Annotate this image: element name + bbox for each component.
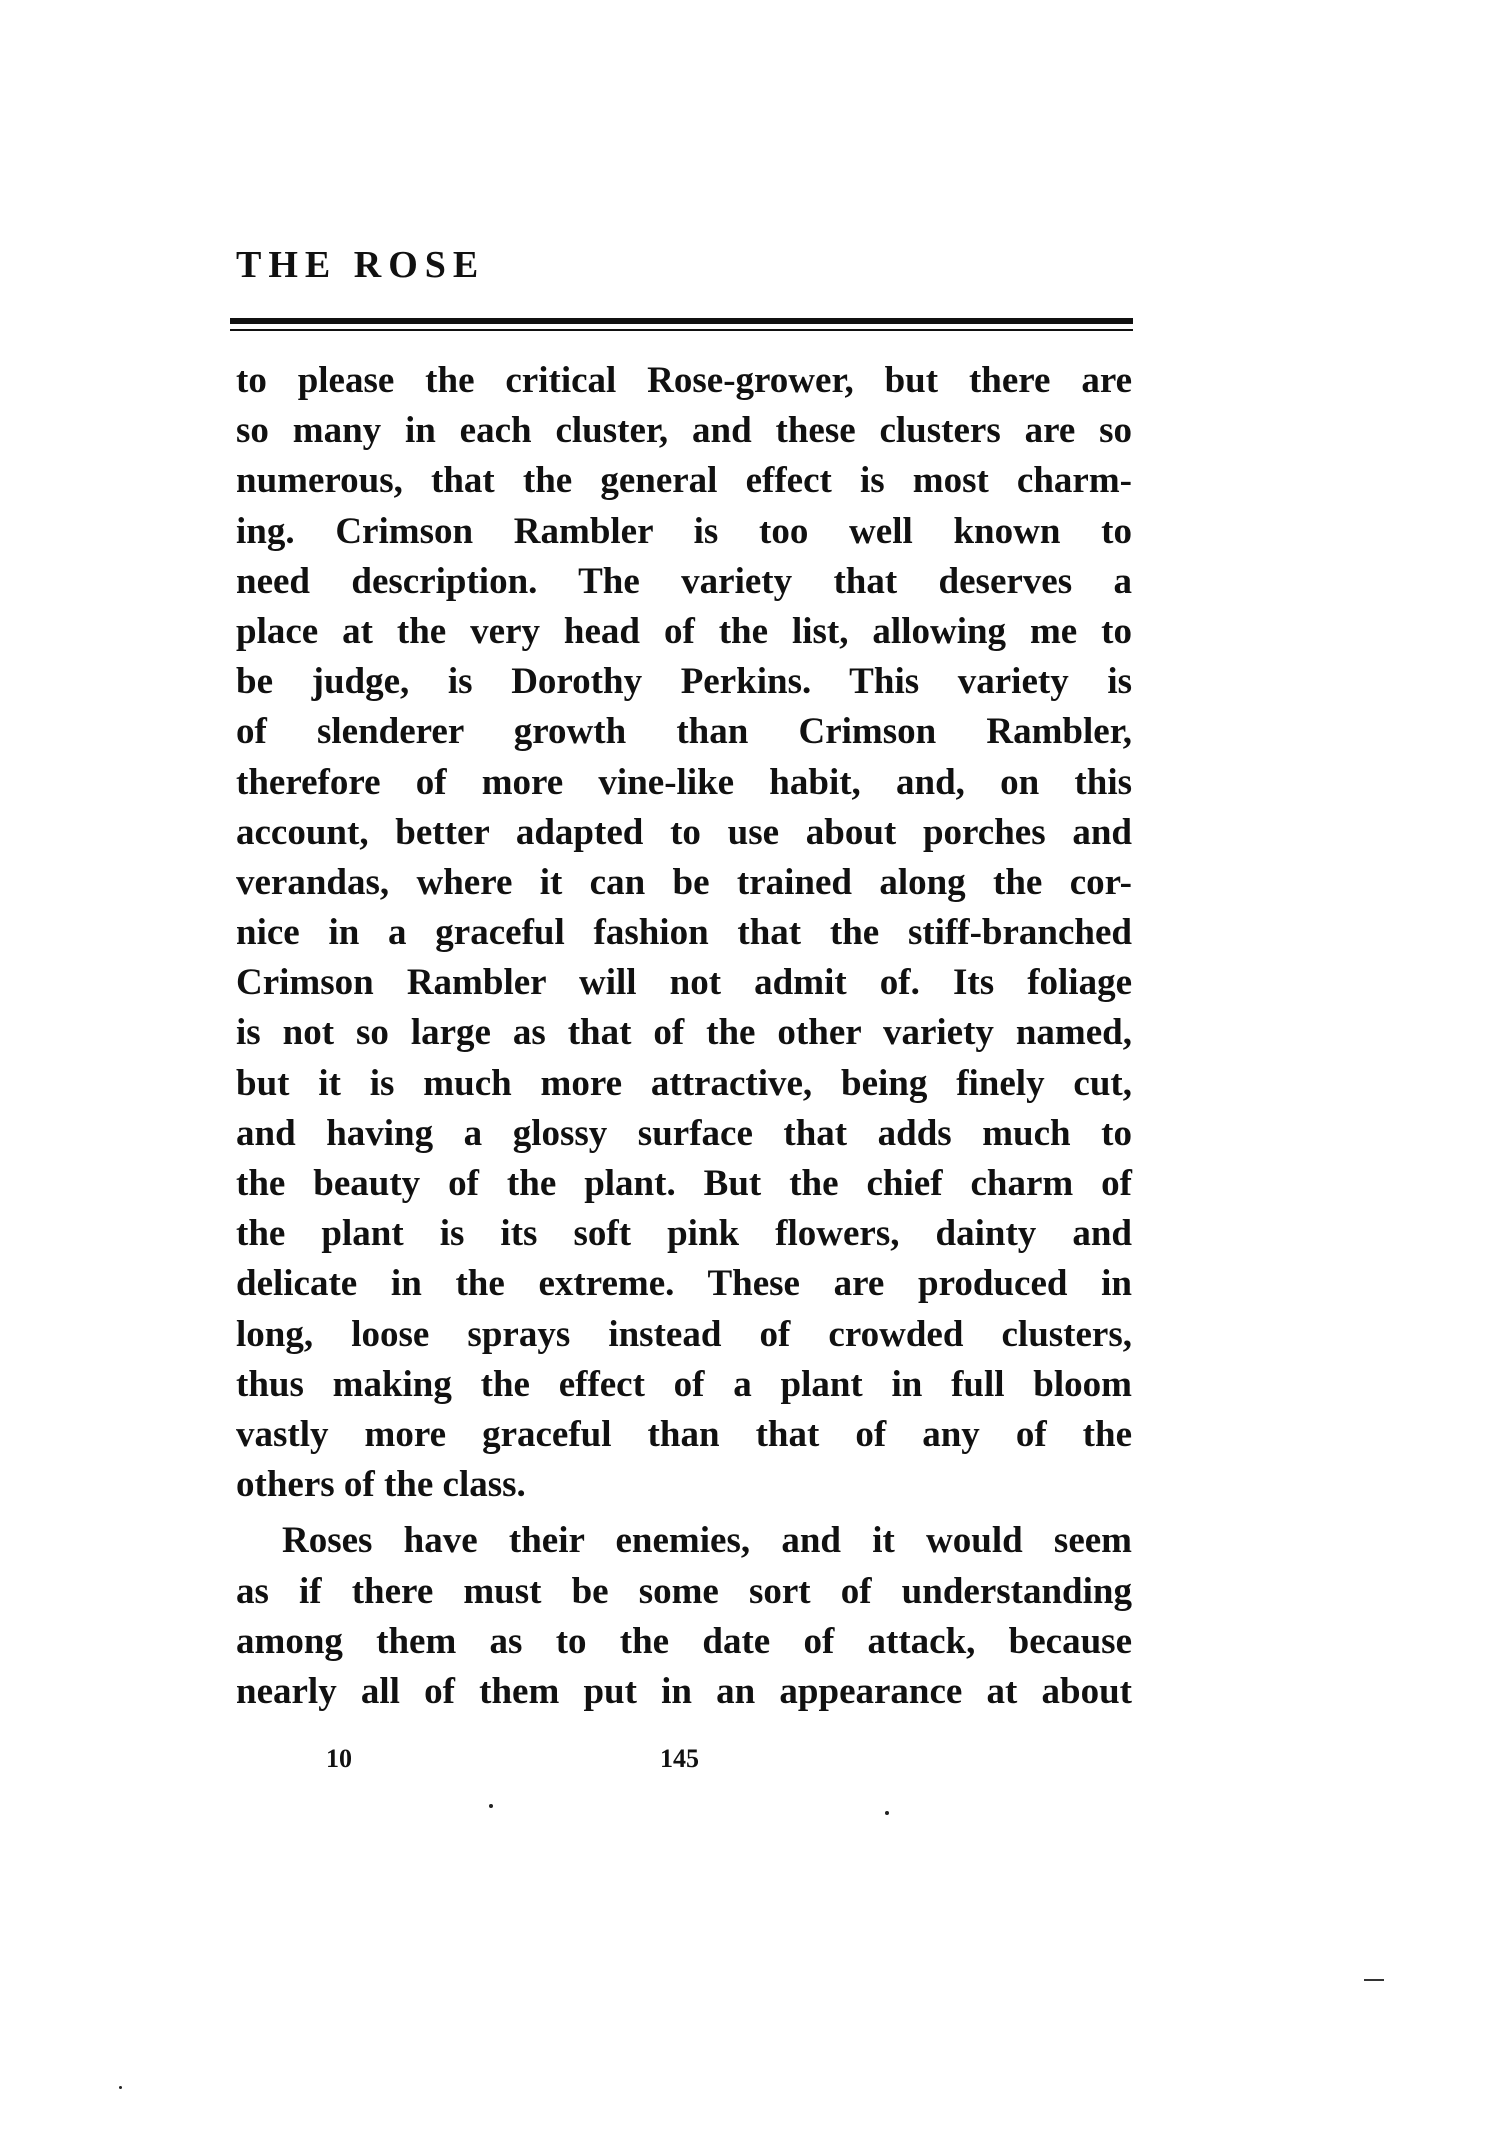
body-text xyxy=(236,356,1132,1717)
text-line: ing. Crimson Rambler is too well known to xyxy=(236,510,1132,552)
text-line: nice in a graceful fashion that the stiff-branched xyxy=(236,912,1132,954)
text-line: among them as to the date of attack, because xyxy=(236,1620,1132,1662)
paragraph-start-line: Roses have their enemies, and it would seem xyxy=(282,1520,1132,1562)
header-rule-thick xyxy=(230,318,1133,324)
scan-speck xyxy=(885,1811,889,1815)
text-line: numerous, that the general effect is most charm- xyxy=(236,460,1132,502)
text-line: long, loose sprays instead of crowded clusters, xyxy=(236,1313,1132,1355)
text-line: the beauty of the plant. But the chief charm of xyxy=(236,1163,1132,1204)
text-line: place at the very head of the list, allowing me to xyxy=(236,610,1132,652)
text-line: delicate in the extreme. These are produced in xyxy=(236,1263,1132,1305)
text-line: nearly all of them put in an appearance at about xyxy=(236,1670,1132,1712)
text-line: as if there must be some sort of understanding xyxy=(236,1570,1132,1612)
text-line: account, better adapted to use about porches and xyxy=(236,811,1132,853)
header-rule-thin xyxy=(230,329,1133,331)
text-line: to please the critical Rose-grower, but there are xyxy=(236,360,1132,401)
running-head: THE ROSE xyxy=(236,244,486,286)
text-line: verandas, where it can be trained along the cor- xyxy=(236,861,1132,903)
text-line: Crimson Rambler will not admit of. Its foliage xyxy=(236,962,1132,1004)
scan-speck xyxy=(119,2086,122,2089)
text-line: so many in each cluster, and these clusters are so xyxy=(236,410,1132,452)
scan-speck xyxy=(489,1804,493,1808)
page-number: 145 xyxy=(660,1744,699,1773)
text-line: thus making the effect of a plant in full bloom xyxy=(236,1363,1132,1405)
text-line: is not so large as that of the other variety named, xyxy=(236,1012,1132,1054)
text-line: vastly more graceful than that of any of the xyxy=(236,1413,1132,1455)
text-line: the plant is its soft pink flowers, dainty and xyxy=(236,1213,1132,1255)
text-line: and having a glossy surface that adds much to xyxy=(236,1112,1132,1154)
signature-mark: 10 xyxy=(326,1744,352,1773)
text-line: of slenderer growth than Crimson Rambler, xyxy=(236,711,1132,753)
text-line: need description. The variety that deserves a xyxy=(236,560,1132,602)
scan-mark xyxy=(1364,1979,1384,1981)
text-line: therefore of more vine-like habit, and, on this xyxy=(236,761,1132,803)
text-line: be judge, is Dorothy Perkins. This variety is xyxy=(236,661,1132,703)
paragraph-end-line: others of the class. xyxy=(236,1464,526,1506)
text-line: but it is much more attractive, being finely cut, xyxy=(236,1062,1132,1104)
